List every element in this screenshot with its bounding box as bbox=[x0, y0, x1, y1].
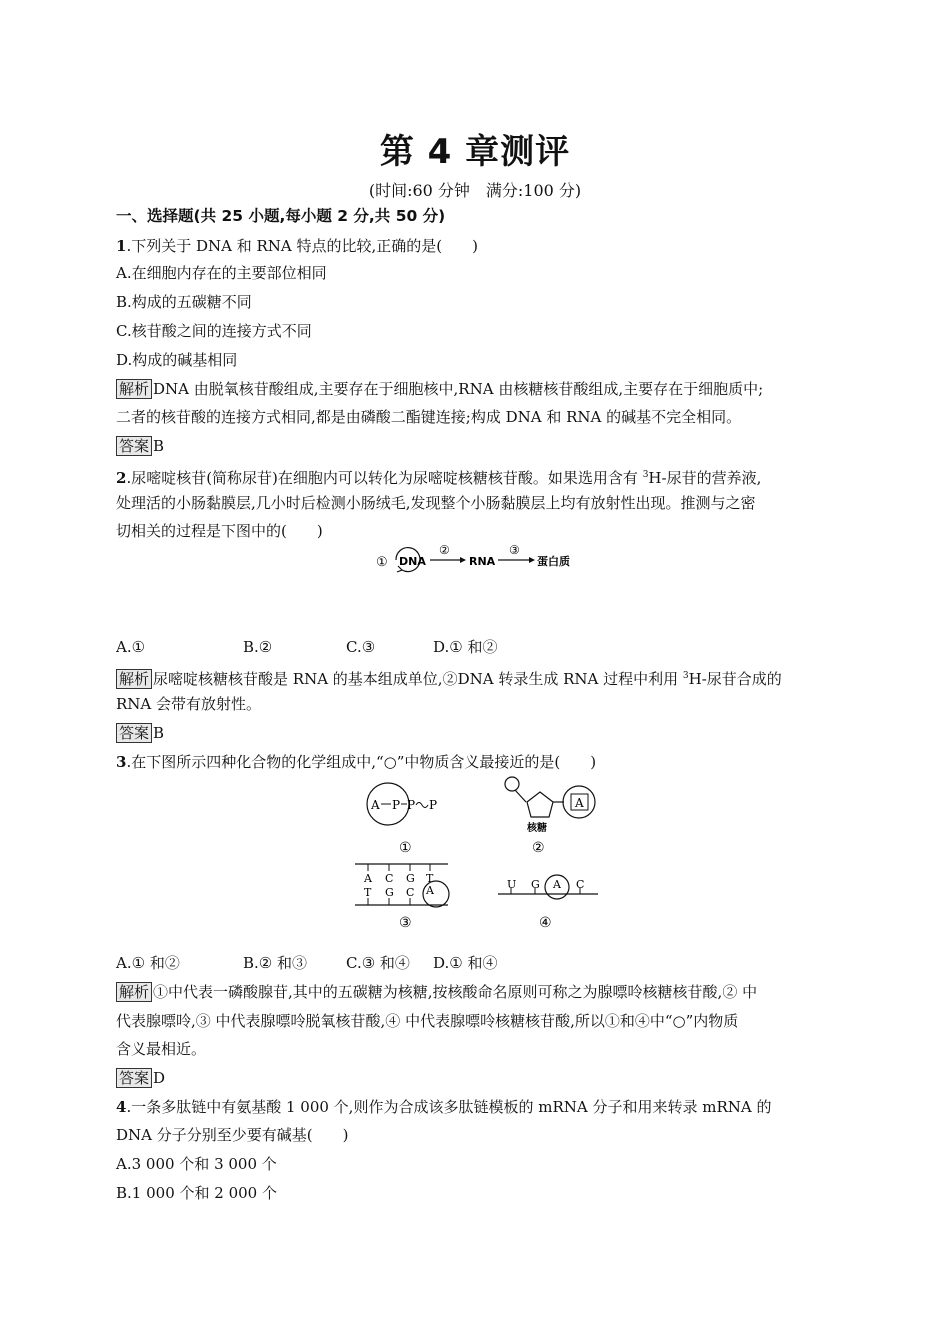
rna-base: A bbox=[553, 878, 561, 891]
analysis-text-cont: H-尿苷合成的 bbox=[688, 670, 782, 688]
dna-top-base: C bbox=[385, 872, 394, 885]
transcription-arrowhead bbox=[460, 557, 466, 563]
rna-label: RNA bbox=[469, 555, 496, 568]
q2-option-b: B.② bbox=[243, 638, 273, 656]
phosphate-bond bbox=[515, 790, 526, 802]
atp-p2: P bbox=[407, 798, 416, 812]
analysis-text: ①中代表一磷酸腺苷,其中的五碳糖为核糖,按核酸命名原则可称之为腺嘌呤核糖核苷酸,② 中 bbox=[153, 983, 758, 1001]
rna-base: U bbox=[507, 878, 517, 891]
fig-label-2: ② bbox=[532, 840, 545, 856]
superscript: 3 bbox=[642, 470, 649, 480]
question-number: 1 bbox=[116, 237, 127, 255]
question-text: .尿嘧啶核苷(简称尿苷)在细胞内可以转化为尿嘧啶核糖核苷酸。如果选用含有 bbox=[126, 469, 643, 487]
q4-option-a: A.3 000 个和 3 000 个 bbox=[116, 1155, 277, 1173]
fig-label-1: ① bbox=[399, 840, 412, 856]
dna-top-base: G bbox=[406, 872, 415, 885]
question-2-stem bbox=[116, 464, 836, 489]
dna-top-base: T bbox=[426, 872, 434, 885]
q3-analysis-cont-2: 含义最相近。 bbox=[116, 1040, 207, 1058]
question-number: 2 bbox=[116, 469, 127, 487]
superscript: 3 bbox=[682, 671, 689, 681]
question-text-cont: H-尿苷的营养液, bbox=[648, 469, 762, 487]
q3-option-d: D.① 和④ bbox=[433, 954, 498, 972]
dna-label: DNA bbox=[399, 555, 426, 568]
q3-answer bbox=[116, 1067, 836, 1089]
atp-p1: P bbox=[392, 798, 401, 812]
ribose-pentagon bbox=[527, 792, 553, 817]
answer-value: B bbox=[153, 437, 165, 455]
answer-label: 答案 bbox=[116, 436, 152, 456]
analysis-label: 解析 bbox=[116, 379, 152, 399]
protein-label: 蛋白质 bbox=[537, 555, 570, 568]
compounds-figure bbox=[350, 774, 610, 934]
question-2-stem-l3: 切相关的过程是下图中的( ) bbox=[116, 522, 323, 540]
question-4-stem-l2: DNA 分子分别至少要有碱基( ) bbox=[116, 1126, 349, 1144]
q2-option-c: C.③ bbox=[346, 638, 376, 656]
dna-bottom-base: T bbox=[364, 886, 372, 899]
atp-a: A bbox=[371, 798, 380, 812]
dna-bottom-base: G bbox=[385, 886, 394, 899]
q3-option-a: A.① 和② bbox=[116, 954, 180, 972]
fig-label-4: ④ bbox=[539, 915, 552, 931]
analysis-text: DNA 由脱氧核苷酸组成,主要存在于细胞核中,RNA 由核糖核苷酸组成,主要存在于细胞质中; bbox=[153, 380, 764, 398]
dna-top-base: A bbox=[364, 872, 372, 885]
q2-options bbox=[116, 636, 836, 658]
q1-analysis bbox=[116, 378, 836, 400]
q2-analysis-cont: RNA 会带有放射性。 bbox=[116, 695, 262, 713]
question-number: 3 bbox=[116, 753, 127, 771]
label-3: ③ bbox=[509, 544, 520, 557]
q1-answer bbox=[116, 435, 836, 457]
answer-label: 答案 bbox=[116, 1068, 152, 1088]
q2-option-d: D.① 和② bbox=[433, 638, 498, 656]
ribose-label: 核糖 bbox=[527, 823, 547, 834]
base-letter: A bbox=[575, 796, 584, 810]
dna-bottom-base: A bbox=[426, 884, 434, 897]
exam-info: (时间:60 分钟 满分:100 分) bbox=[368, 181, 582, 200]
question-3-stem bbox=[116, 751, 836, 773]
question-number: 4 bbox=[116, 1098, 127, 1116]
atp-high-energy-bond bbox=[416, 803, 428, 808]
question-text: .在下图所示四种化合物的化学组成中,“○”中物质含义最接近的是( ) bbox=[126, 753, 597, 771]
analysis-text: 尿嘧啶核糖核苷酸是 RNA 的基本组成单位,②DNA 转录生成 RNA 过程中利用 bbox=[153, 670, 683, 688]
analysis-label: 解析 bbox=[116, 669, 152, 689]
dna-bottom-base: C bbox=[406, 886, 415, 899]
question-2-stem-l2: 处理活的小肠黏膜层,几小时后检测小肠绒毛,发现整个小肠黏膜层上均有放射性出现。推测与之密 bbox=[116, 494, 756, 512]
label-2: ② bbox=[439, 544, 450, 557]
q3-analysis bbox=[116, 981, 836, 1003]
q1-analysis-cont: 二者的核苷酸的连接方式相同,都是由磷酸二酯键连接;构成 DNA 和 RNA 的碱基不完全相同。 bbox=[116, 408, 742, 426]
q3-options bbox=[116, 952, 836, 974]
q1-option-b: B.构成的五碳糖不同 bbox=[116, 293, 252, 311]
label-1: ① bbox=[376, 555, 388, 570]
q2-option-a: A.① bbox=[116, 638, 146, 656]
analysis-label: 解析 bbox=[116, 982, 152, 1002]
answer-value: B bbox=[153, 724, 165, 742]
atp-p3: P bbox=[429, 798, 438, 812]
q2-analysis bbox=[116, 665, 836, 690]
rna-base: C bbox=[576, 878, 585, 891]
answer-label: 答案 bbox=[116, 723, 152, 743]
central-dogma-diagram bbox=[372, 544, 582, 576]
q4-option-b: B.1 000 个和 2 000 个 bbox=[116, 1184, 277, 1202]
question-4-stem bbox=[116, 1096, 836, 1118]
translation-arrowhead bbox=[529, 557, 535, 563]
answer-value: D bbox=[153, 1069, 166, 1087]
question-text: .一条多肽链中有氨基酸 1 000 个,则作为合成该多肽链模板的 mRNA 分子和用来转录 mRNA 的 bbox=[126, 1098, 772, 1116]
q1-option-d: D.构成的碱基相同 bbox=[116, 351, 238, 369]
question-1-stem bbox=[116, 235, 836, 257]
q2-answer bbox=[116, 722, 836, 744]
page-title: 第 4 章测评 bbox=[379, 132, 571, 172]
q3-option-c: C.③ 和④ bbox=[346, 954, 410, 972]
q1-option-c: C.核苷酸之间的连接方式不同 bbox=[116, 322, 312, 340]
q3-analysis-cont: 代表腺嘌呤,③ 中代表腺嘌呤脱氧核苷酸,④ 中代表腺嘌呤核糖核苷酸,所以①和④中“○”内物质 bbox=[116, 1012, 739, 1030]
q3-option-b: B.② 和③ bbox=[243, 954, 308, 972]
q1-option-a: A.在细胞内存在的主要部位相同 bbox=[116, 264, 327, 282]
fig-label-3: ③ bbox=[399, 915, 412, 931]
rna-base: G bbox=[531, 878, 540, 891]
question-text: .下列关于 DNA 和 RNA 特点的比较,正确的是( ) bbox=[126, 237, 478, 255]
phosphate-circle bbox=[505, 777, 519, 791]
section-heading: 一、选择题(共 25 小题,每小题 2 分,共 50 分) bbox=[116, 207, 446, 225]
